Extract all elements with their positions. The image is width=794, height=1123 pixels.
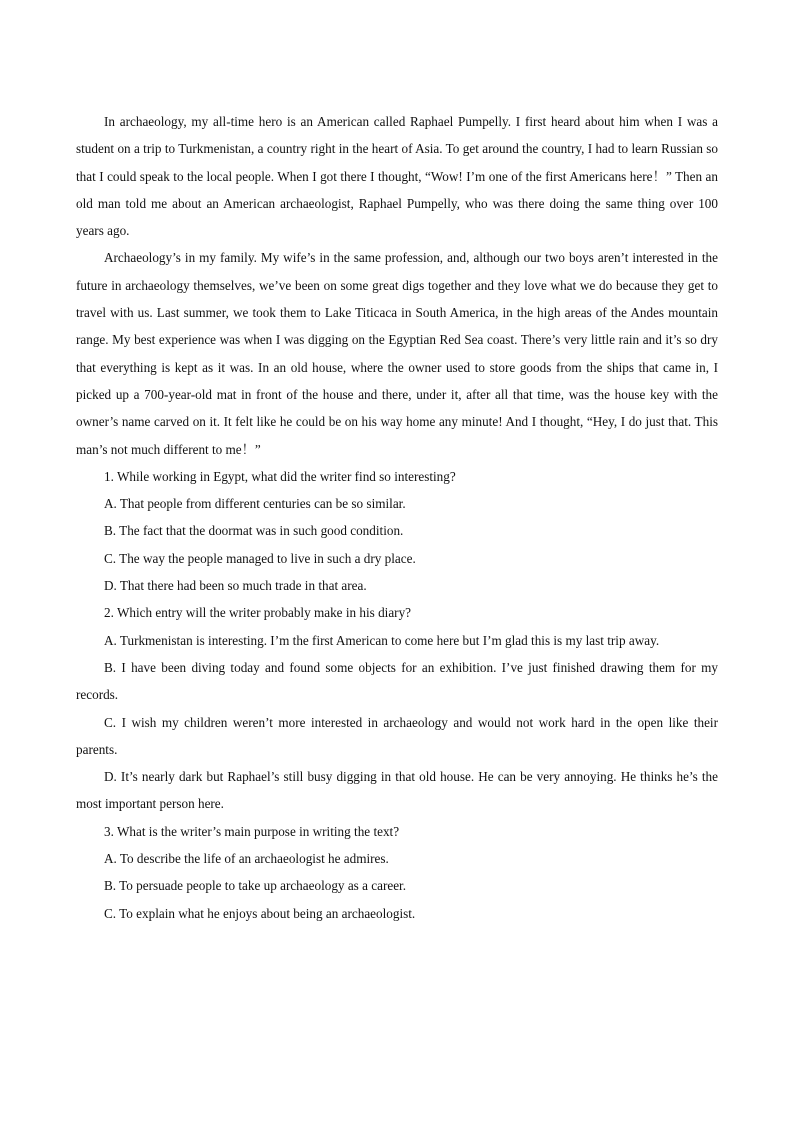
question-2-option-d: D. It’s nearly dark but Raphael’s still busy digging in that old house. He can be very annoying. He thinks he’s the most important person here. — [76, 769, 718, 812]
question-2-stem: 2. Which entry will the writer probably make in his diary? — [104, 605, 412, 621]
question-2-option-a: A. Turkmenistan is interesting. I’m the first American to come here but I’m glad this is my last trip away. — [104, 632, 660, 648]
question-1-stem: 1. While working in Egypt, what did the writer find so interesting? — [104, 468, 456, 484]
question-2-option-c: C. I wish my children weren’t more interested in archaeology and would not work hard in the open like their parents. — [76, 714, 718, 757]
passage-paragraph-1: In archaeology, my all-time hero is an American called Raphael Pumpelly. I first heard about him when I was a student on a trip to Turkmenistan, a country right in the heart of Asia. To get around the country, I had to learn Russian so that I could speak to the local people. When I got there I thought, “Wow! I’m one of the first Americans here！” Then an old man told me about an American archaeologist, Raphael Pumpelly, who was there doing the same thing over 100 years ago. — [76, 114, 718, 239]
document-page — [76, 108, 718, 927]
question-1-option-d: D. That there had been so much trade in that area. — [104, 578, 367, 594]
question-3-stem: 3. What is the writer’s main purpose in writing the text? — [104, 823, 400, 839]
passage-paragraph-2: Archaeology’s in my family. My wife’s in the same profession, and, although our two boys aren’t interested in the future in archaeology themselves, we’ve been on some great digs together and they love what we do because they get to travel with us. Last summer, we took them to Lake Titicaca in South America, in the high areas of the Andes mountain range. My best experience was when I was digging on the Egyptian Red Sea coast. There’s very little rain and it’s so dry that everything is kept as it was. In an old house, where the owner used to store goods from the ships that came in, I picked up a 700-year-old mat in front of the house and there, under it, after all that time, was the house key with the owner’s name carved on it. It felt like he could be on his way home any minute! And I thought, “Hey, I do just that. This man’s not much different to me！” — [76, 250, 718, 457]
question-1-option-c: C. The way the people managed to live in such a dry place. — [104, 550, 416, 566]
question-3-option-c: C. To explain what he enjoys about being an archaeologist. — [104, 905, 416, 921]
question-3-option-a: A. To describe the life of an archaeologist he admires. — [104, 851, 389, 867]
question-1-option-a: A. That people from different centuries can be so similar. — [104, 496, 406, 512]
question-3-option-b: B. To persuade people to take up archaeology as a career. — [104, 878, 407, 894]
question-2-option-b: B. I have been diving today and found some objects for an exhibition. I’ve just finished drawing them for my records. — [76, 659, 718, 703]
question-1-option-b: B. The fact that the doormat was in such good condition. — [104, 523, 404, 539]
